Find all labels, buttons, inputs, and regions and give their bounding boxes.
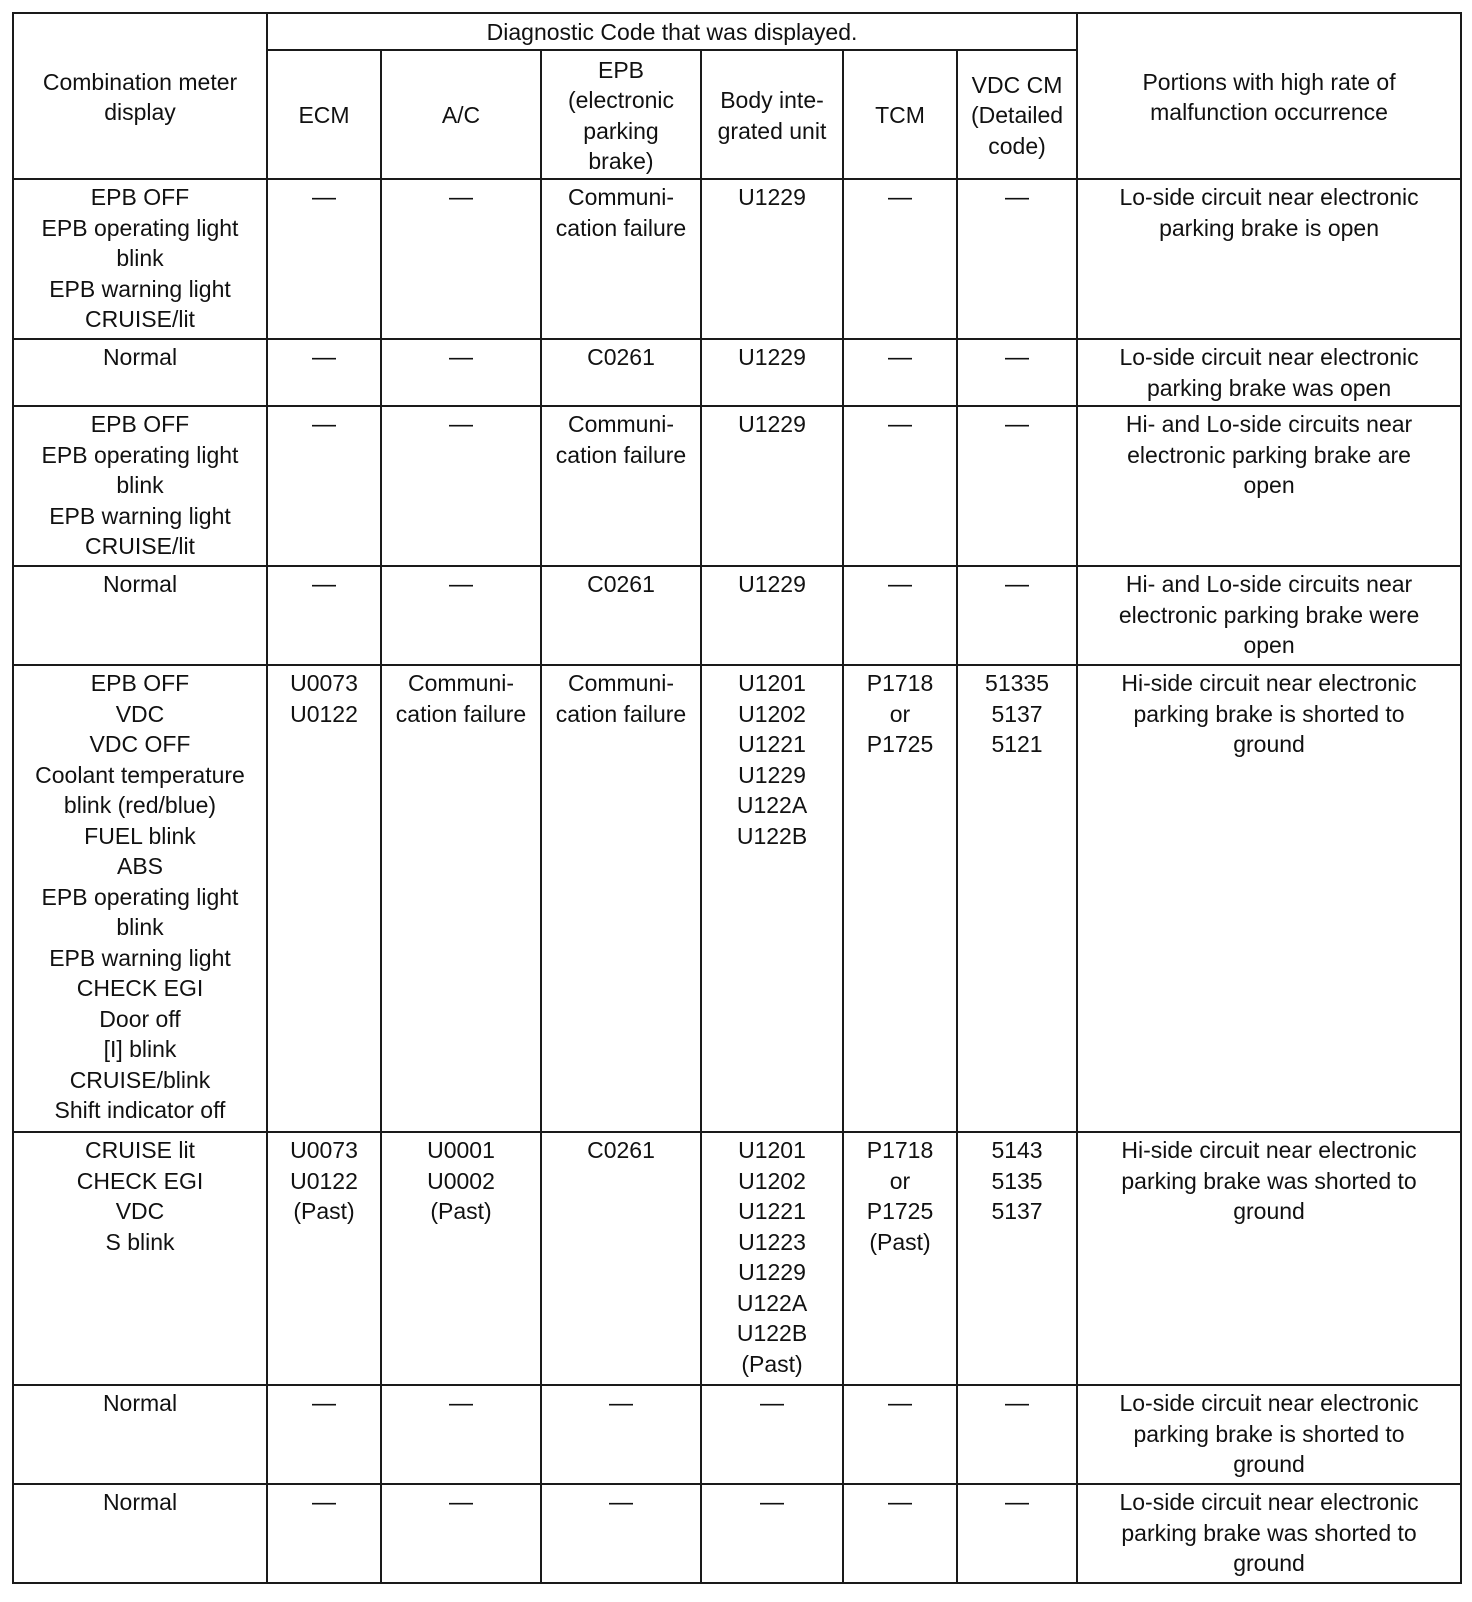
cell-line: EPB warning light	[49, 275, 231, 302]
cell-line: EPB OFF	[90, 670, 190, 696]
cell-line: Normal	[102, 1390, 178, 1416]
cell-line: Hi- and Lo-side circuits near	[1125, 411, 1413, 437]
cell-epb	[541, 179, 701, 339]
dash-mark: —	[888, 1390, 912, 1417]
cell-body-integrated-unit	[701, 1385, 843, 1484]
cell-line: [I] blink	[103, 1036, 177, 1062]
cell-ecm	[267, 665, 381, 1132]
dash-mark: —	[312, 1489, 336, 1516]
cell-line: C0261	[587, 344, 655, 370]
cell-line: CRUISE/lit	[85, 533, 195, 559]
cell-line: brake)	[588, 148, 654, 174]
cell-combination-meter	[13, 665, 267, 1132]
dash-mark: —	[312, 344, 336, 371]
cell-line: Hi- and Lo-side circuits near	[1125, 571, 1413, 597]
cell-line: U1229	[738, 344, 806, 370]
cell-line: VDC	[115, 700, 165, 727]
cell-vdc-cm	[957, 179, 1077, 339]
cell-tcm	[843, 1132, 957, 1385]
cell-vdc-cm	[957, 1385, 1077, 1484]
cell-line: (Past)	[869, 1228, 931, 1255]
header-ecm	[267, 50, 381, 179]
cell-line: code)	[988, 132, 1046, 159]
cell-line: Shift indicator off	[54, 1097, 226, 1123]
dash-mark: —	[449, 344, 473, 371]
table-row	[13, 566, 1461, 665]
cell-line: (electronic	[567, 87, 675, 113]
cell-body-integrated-unit	[701, 1132, 843, 1385]
cell-line: Combination meter	[42, 68, 238, 95]
cell-line: parking brake was shorted to	[1121, 1167, 1417, 1194]
cell-line: Normal	[102, 1489, 178, 1515]
cell-line: U1221	[738, 1198, 806, 1224]
cell-line: (Past)	[430, 1198, 492, 1224]
dash-mark: —	[609, 1489, 633, 1516]
cell-line: 5135	[991, 1167, 1043, 1194]
cell-line: display	[104, 99, 176, 125]
table-body	[13, 179, 1461, 1583]
cell-line: S blink	[105, 1228, 175, 1255]
cell-portions	[1077, 665, 1461, 1132]
cell-tcm	[843, 665, 957, 1132]
cell-line: Normal	[102, 571, 178, 597]
cell-vdc-cm	[957, 665, 1077, 1132]
cell-line: U122B	[736, 822, 808, 849]
cell-line: grated unit	[717, 117, 827, 144]
cell-line: CRUISE lit	[85, 1137, 195, 1163]
cell-epb	[541, 1132, 701, 1385]
dash-mark: —	[312, 411, 336, 438]
cell-line: (Past)	[293, 1198, 355, 1224]
cell-epb	[541, 1484, 701, 1583]
cell-line: U1229	[738, 1259, 806, 1285]
cell-body-integrated-unit	[701, 339, 843, 406]
cell-line: EPB operating light	[41, 883, 239, 910]
dash-mark: —	[1005, 411, 1030, 438]
cell-line: Lo-side circuit near electronic	[1119, 1390, 1419, 1416]
cell-tcm	[843, 566, 957, 665]
cell-line: U122A	[736, 1289, 808, 1316]
dash-mark: —	[760, 1390, 784, 1417]
cell-line: VDC	[115, 1198, 165, 1224]
cell-line: U0122	[290, 700, 358, 727]
cell-line: parking brake is open	[1159, 214, 1379, 241]
cell-line: P1718	[866, 1137, 934, 1163]
cell-line: Hi-side circuit near electronic	[1121, 1137, 1417, 1163]
cell-line: 5143	[991, 1137, 1043, 1163]
cell-line: parking brake was open	[1146, 374, 1392, 401]
cell-line: P1725	[866, 1198, 934, 1224]
table-row	[13, 1484, 1461, 1583]
cell-line: electronic parking brake are	[1127, 441, 1411, 468]
cell-line: Body inte-	[720, 87, 824, 113]
dash-mark: —	[888, 1489, 912, 1516]
cell-line: EPB OFF	[90, 411, 190, 437]
cell-line: U1201	[738, 1137, 806, 1163]
cell-line: EPB warning light	[49, 502, 231, 529]
cell-line: EPB	[597, 56, 645, 83]
dash-mark: —	[449, 571, 473, 598]
cell-line: open	[1243, 632, 1295, 658]
cell-line: 5137	[991, 700, 1043, 727]
cell-line: ground	[1233, 1198, 1305, 1224]
cell-line: U1229	[738, 184, 806, 210]
cell-line: parking	[583, 117, 659, 144]
cell-body-integrated-unit	[701, 179, 843, 339]
cell-line: blink (red/blue)	[63, 792, 217, 818]
cell-ac	[381, 1484, 541, 1583]
cell-combination-meter	[13, 406, 267, 566]
cell-tcm	[843, 179, 957, 339]
cell-line: U0122	[290, 1167, 358, 1194]
cell-ac	[381, 1132, 541, 1385]
cell-line: Communi-	[567, 670, 675, 696]
table-row	[13, 406, 1461, 566]
cell-line: U1229	[738, 571, 806, 597]
cell-line: Lo-side circuit near electronic	[1119, 184, 1419, 210]
dash-mark: —	[888, 571, 912, 598]
cell-line: blink	[116, 245, 164, 271]
cell-line: open	[1243, 472, 1295, 498]
cell-line: Communi-	[567, 411, 675, 437]
cell-portions	[1077, 1385, 1461, 1484]
cell-line: CRUISE/lit	[85, 306, 195, 332]
cell-line: FUEL blink	[84, 822, 196, 849]
cell-line: parking brake is shorted to	[1133, 1420, 1405, 1447]
cell-line: Coolant temperature	[35, 761, 245, 788]
cell-line: U0002	[427, 1167, 495, 1194]
header-epb	[541, 50, 701, 179]
cell-ac	[381, 339, 541, 406]
header-body-integrated-unit	[701, 50, 843, 179]
cell-line: cation failure	[395, 700, 527, 727]
cell-vdc-cm	[957, 406, 1077, 566]
cell-line: U0001	[427, 1137, 495, 1163]
table-row	[13, 665, 1461, 1132]
cell-portions	[1077, 1132, 1461, 1385]
cell-epb	[541, 406, 701, 566]
cell-ecm	[267, 406, 381, 566]
cell-combination-meter	[13, 566, 267, 665]
table-row	[13, 339, 1461, 406]
dash-mark: —	[449, 1390, 473, 1417]
cell-combination-meter	[13, 1484, 267, 1583]
cell-ac	[381, 1385, 541, 1484]
cell-line: ABS	[116, 853, 164, 879]
cell-line: (Past)	[741, 1350, 803, 1377]
cell-line: P1725	[866, 731, 934, 757]
table-row	[13, 179, 1461, 339]
cell-line: cation failure	[555, 700, 687, 727]
dash-mark: —	[1005, 571, 1030, 598]
header-diagnostic-code-group: Diagnostic Code that was displayed.	[267, 13, 1077, 50]
cell-line: blink	[116, 914, 164, 940]
cell-line: P1718	[866, 670, 934, 696]
cell-portions	[1077, 406, 1461, 566]
cell-vdc-cm	[957, 339, 1077, 406]
cell-line: U0073	[290, 1137, 358, 1163]
header-vdc-cm	[957, 50, 1077, 179]
cell-portions	[1077, 566, 1461, 665]
cell-line: (Detailed	[971, 102, 1064, 129]
dash-mark: —	[312, 571, 336, 598]
cell-epb	[541, 665, 701, 1132]
cell-line: cation failure	[555, 441, 687, 468]
cell-line: 5137	[991, 1198, 1043, 1224]
cell-tcm	[843, 339, 957, 406]
dash-mark: —	[888, 184, 912, 211]
cell-line: parking brake was shorted to	[1121, 1519, 1417, 1546]
cell-line: U0073	[290, 670, 358, 696]
cell-line: Lo-side circuit near electronic	[1119, 1489, 1419, 1515]
cell-ecm	[267, 1385, 381, 1484]
cell-body-integrated-unit	[701, 406, 843, 566]
cell-line: ECM	[298, 102, 350, 129]
cell-line: EPB warning light	[49, 944, 231, 971]
cell-line: Communi-	[407, 670, 515, 696]
cell-line: U1229	[738, 411, 806, 437]
cell-line: U1202	[738, 700, 806, 727]
cell-ac	[381, 665, 541, 1132]
cell-vdc-cm	[957, 1132, 1077, 1385]
dash-mark: —	[888, 344, 912, 371]
dash-mark: —	[312, 184, 336, 211]
cell-line: Hi-side circuit near electronic	[1121, 670, 1417, 696]
cell-ecm	[267, 1484, 381, 1583]
cell-body-integrated-unit	[701, 566, 843, 665]
cell-portions	[1077, 1484, 1461, 1583]
cell-line: malfunction occurrence	[1150, 99, 1388, 125]
diagnostic-code-table	[12, 12, 1462, 1584]
cell-portions	[1077, 179, 1461, 339]
cell-ecm	[267, 566, 381, 665]
cell-ecm	[267, 339, 381, 406]
dash-mark: —	[449, 411, 473, 438]
cell-line: A/C	[441, 102, 481, 129]
cell-line: U1202	[738, 1167, 806, 1194]
cell-line: Normal	[102, 344, 178, 370]
cell-line: 51335	[985, 670, 1049, 696]
cell-combination-meter	[13, 1385, 267, 1484]
dash-mark: —	[1005, 1390, 1030, 1417]
cell-line: U122A	[736, 792, 808, 818]
cell-line: U1223	[738, 1228, 806, 1255]
cell-line: parking brake is shorted to	[1133, 700, 1405, 727]
dash-mark: —	[760, 1489, 784, 1516]
cell-line: U1201	[738, 670, 806, 696]
cell-line: TCM	[875, 102, 925, 129]
dash-mark: —	[1005, 1489, 1030, 1516]
cell-body-integrated-unit	[701, 1484, 843, 1583]
cell-line: 5121	[991, 731, 1043, 757]
cell-line: Portions with high rate of	[1142, 68, 1396, 95]
cell-vdc-cm	[957, 566, 1077, 665]
cell-line: EPB operating light	[41, 214, 239, 241]
cell-epb	[541, 566, 701, 665]
cell-ecm	[267, 1132, 381, 1385]
cell-tcm	[843, 1385, 957, 1484]
cell-line: C0261	[587, 571, 655, 597]
cell-line: C0261	[587, 1137, 655, 1163]
cell-tcm	[843, 1484, 957, 1583]
cell-portions	[1077, 339, 1461, 406]
cell-combination-meter	[13, 1132, 267, 1385]
cell-epb	[541, 339, 701, 406]
dash-mark: —	[1005, 184, 1030, 211]
header-ac	[381, 50, 541, 179]
header-portions	[1077, 13, 1461, 179]
cell-line: or	[889, 1167, 911, 1194]
header-tcm	[843, 50, 957, 179]
cell-ac	[381, 179, 541, 339]
cell-line: CHECK EGI	[76, 1167, 204, 1194]
cell-line: Communi-	[567, 184, 675, 210]
cell-line: EPB OFF	[90, 184, 190, 210]
cell-line: blink	[116, 472, 164, 498]
dash-mark: —	[449, 1489, 473, 1516]
cell-line: CHECK EGI	[76, 975, 204, 1001]
cell-line: EPB operating light	[41, 441, 239, 468]
table-row	[13, 1385, 1461, 1484]
cell-tcm	[843, 406, 957, 566]
header-combination-meter	[13, 13, 267, 179]
cell-line: cation failure	[555, 214, 687, 241]
cell-line: ground	[1233, 1451, 1305, 1477]
dash-mark: —	[312, 1390, 336, 1417]
cell-line: U1221	[738, 731, 806, 757]
cell-ecm	[267, 179, 381, 339]
cell-line: Lo-side circuit near electronic	[1119, 344, 1419, 370]
dash-mark: —	[888, 411, 912, 438]
cell-combination-meter	[13, 339, 267, 406]
cell-line: or	[889, 700, 911, 727]
dash-mark: —	[1005, 344, 1030, 371]
table-row	[13, 1132, 1461, 1385]
cell-line: VDC OFF	[89, 731, 191, 757]
dash-mark: —	[449, 184, 473, 211]
cell-line: ground	[1233, 1550, 1305, 1576]
cell-ac	[381, 566, 541, 665]
cell-line: CRUISE/blink	[69, 1066, 211, 1093]
cell-line: Door off	[99, 1005, 181, 1032]
cell-line: U122B	[736, 1320, 808, 1346]
cell-body-integrated-unit	[701, 665, 843, 1132]
dash-mark: —	[609, 1390, 633, 1417]
cell-line: U1229	[738, 761, 806, 788]
cell-vdc-cm	[957, 1484, 1077, 1583]
cell-ac	[381, 406, 541, 566]
cell-line: ground	[1233, 731, 1305, 757]
cell-epb	[541, 1385, 701, 1484]
cell-line: VDC CM	[971, 71, 1063, 98]
cell-combination-meter	[13, 179, 267, 339]
cell-line: electronic parking brake were	[1118, 601, 1420, 628]
